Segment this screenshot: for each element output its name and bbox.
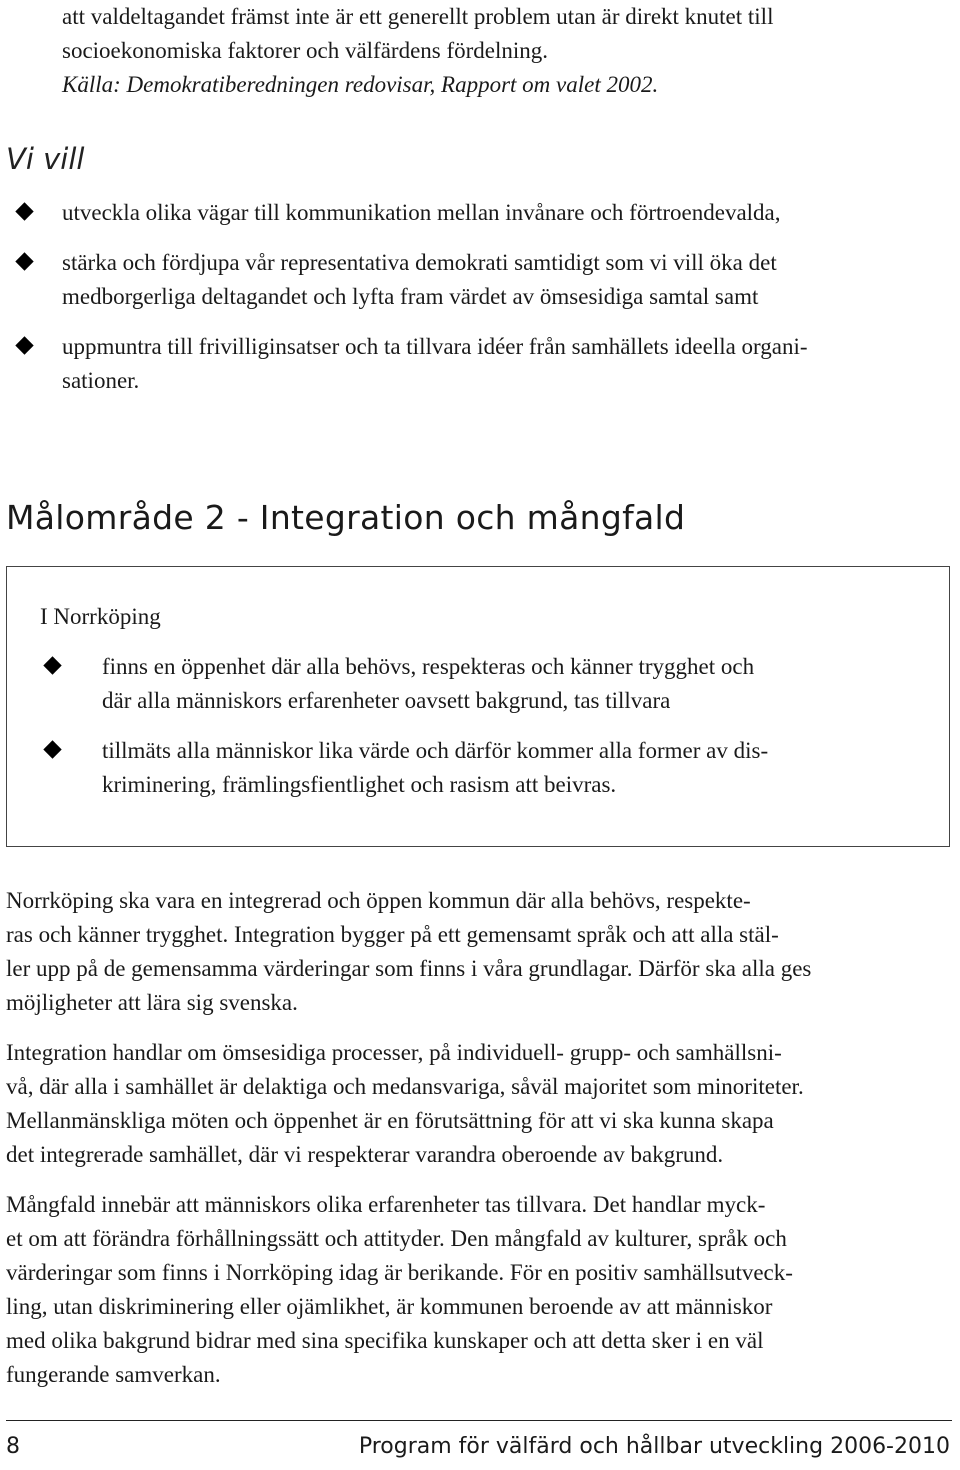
body-line: fungerande samverkan.: [6, 1362, 221, 1387]
body-line: Integration handlar om ömsesidiga processer, på individuell- grupp- och samhällsni-: [6, 1040, 782, 1065]
body-text: [6, 884, 951, 1408]
body-line: möjligheter att lära sig svenska.: [6, 990, 298, 1015]
list-item-line: stärka och fördjupa vår representativa demokrati samtidigt som vi vill öka det: [62, 250, 777, 275]
body-paragraph: [6, 1036, 951, 1172]
list-item-line: finns en öppenhet där alla behövs, respekteras och känner trygghet och: [102, 654, 755, 679]
intro-line: socioekonomiska faktorer och välfärdens fördelning.: [62, 38, 549, 63]
body-line: Mångfald innebär att människors olika erfarenheter tas tillvara. Det handlar myck-: [6, 1192, 766, 1217]
list-item-line: medborgerliga deltagandet och lyfta fram värdet av ömsesidiga samtal samt: [62, 284, 759, 309]
intro-source: Källa: Demokratiberedningen redovisar, Rapport om valet 2002.: [62, 72, 659, 97]
body-line: vå, där alla i samhället är delaktiga och medansvariga, såväl majoritet som minoriteter.: [6, 1074, 804, 1099]
list-item-line: uppmuntra till frivilliginsatser och ta tillvara idéer från samhällets ideella organi-: [62, 334, 808, 359]
body-line: med olika bakgrund bidrar med sina specifika kunskaper och att detta sker i en väl: [6, 1328, 764, 1353]
list-item: [6, 246, 926, 314]
body-line: ling, utan diskriminering eller ojämlikhet, är kommunen beroende av att människor: [6, 1294, 773, 1319]
list-item: [6, 330, 926, 398]
body-line: et om att förändra förhållningssätt och attityder. Den mångfald av kulturer, språk och: [6, 1226, 787, 1251]
diamond-bullet-icon: [15, 252, 33, 270]
diamond-bullet-icon: [43, 740, 61, 758]
body-line: ras och känner trygghet. Integration bygger på ett gemensamt språk och att alla stäl-: [6, 922, 779, 947]
list-item-line: kriminering, främlingsfientlighet och rasism att beivras.: [102, 772, 617, 797]
goal-box-intro: I Norrköping: [40, 604, 161, 629]
body-line: det integrerade samhället, där vi respekterar varandra oberoende av bakgrund.: [6, 1142, 724, 1167]
diamond-bullet-icon: [15, 336, 33, 354]
body-line: värderingar som finns i Norrköping idag är berikande. För en positiv samhällsutveck-: [6, 1260, 793, 1285]
body-paragraph: [6, 884, 951, 1020]
list-item: [6, 196, 926, 230]
diamond-bullet-icon: [15, 202, 33, 220]
body-paragraph: [6, 1188, 951, 1392]
body-line: ler upp på de gemensamma värderingar som finns i våra grundlagar. Därför ska alla ges: [6, 956, 812, 981]
vi-vill-heading: Vi vill: [6, 142, 85, 176]
body-line: Norrköping ska vara en integrerad och öppen kommun där alla behövs, respekte-: [6, 888, 751, 913]
page-number: 8: [6, 1434, 20, 1459]
section-heading: Målområde 2 - Integration och mångfald: [6, 498, 686, 537]
list-item: [44, 734, 904, 802]
list-item-line: tillmäts alla människor lika värde och därför kommer alla former av dis-: [102, 738, 769, 763]
footer-divider: [6, 1420, 952, 1421]
list-item: [44, 650, 904, 718]
vi-vill-list: [6, 196, 926, 414]
goal-box-list: [44, 650, 904, 818]
list-item-line: där alla människors erfarenheter oavsett bakgrund, tas tillvara: [102, 688, 671, 713]
body-line: Mellanmänskliga möten och öppenhet är en förutsättning för att vi ska kunna skapa: [6, 1108, 774, 1133]
intro-line: att valdeltagandet främst inte är ett generellt problem utan är direkt knutet till: [62, 4, 774, 29]
list-item-line: utveckla olika vägar till kommunikation mellan invånare och förtroendevalda,: [62, 200, 781, 225]
footer-title: Program för välfärd och hållbar utveckling 2006-2010: [358, 1434, 950, 1459]
intro-paragraph: [62, 0, 942, 102]
diamond-bullet-icon: [43, 656, 61, 674]
list-item-line: sationer.: [62, 368, 140, 393]
